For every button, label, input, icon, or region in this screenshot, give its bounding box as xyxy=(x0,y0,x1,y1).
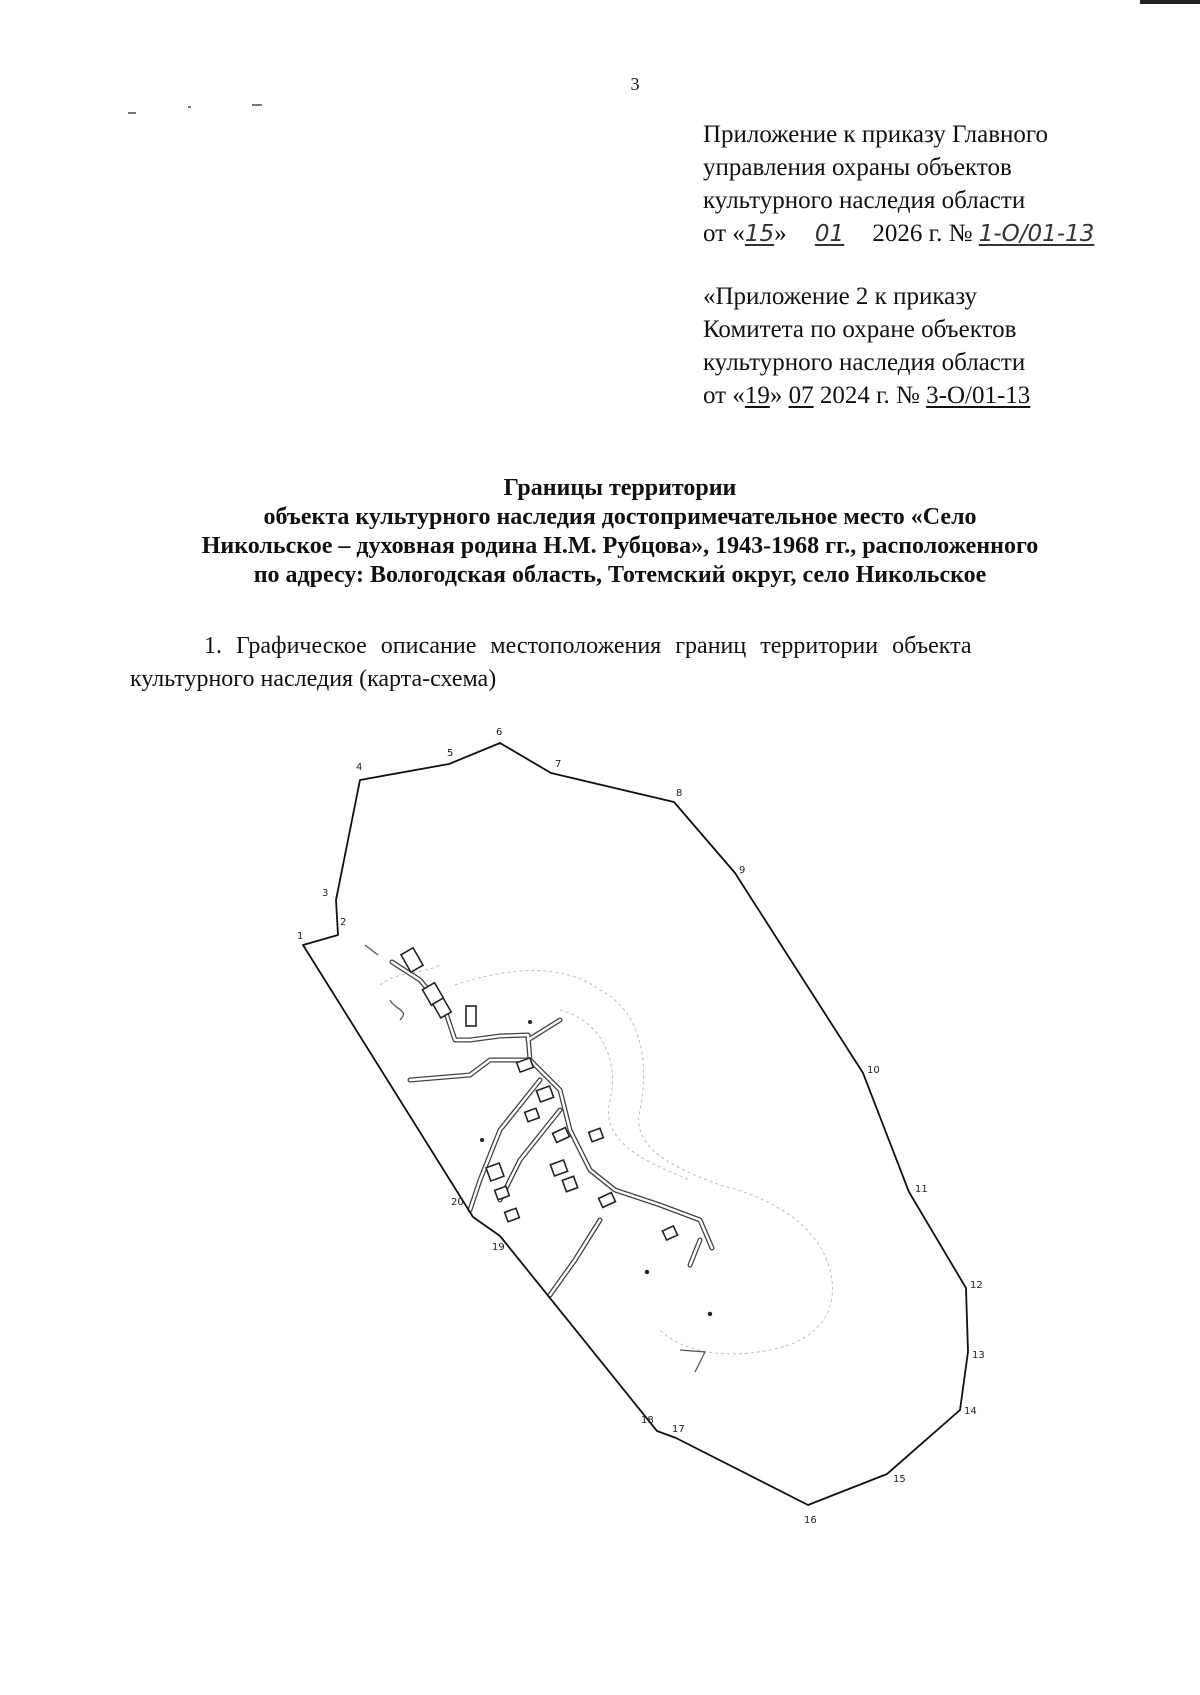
boundary-point-label-18: 18 xyxy=(641,1415,654,1426)
boundary-point-label-7: 7 xyxy=(555,759,562,770)
title-line: по адресу: Вологодская область, Тотемский округ, село Никольское xyxy=(253,562,987,588)
boundary-point-label-14: 14 xyxy=(964,1406,977,1417)
paragraph-line: 1. Графическое описание местоположения границ территории объекта xyxy=(204,633,972,659)
boundary-point-label-20: 20 xyxy=(451,1197,464,1208)
boundary-point-label-2: 2 xyxy=(340,917,347,928)
map-annotations xyxy=(365,945,705,1372)
appendix-line: Приложение к приказу Главного xyxy=(703,121,1049,148)
boundary-polygon xyxy=(303,743,968,1505)
boundary-point-label-16: 16 xyxy=(804,1515,817,1526)
boundary-point-label-17: 17 xyxy=(672,1424,685,1435)
date-mid: » xyxy=(769,382,783,409)
date-prefix: от « xyxy=(703,382,745,409)
boundary-point-label-3: 3 xyxy=(322,888,329,899)
order-number: 3-О/01-13 xyxy=(926,382,1031,409)
page-number: 3 xyxy=(630,74,640,94)
handwritten-order-number: 1-О/01-13 xyxy=(978,221,1095,247)
order-month: 07 xyxy=(788,382,814,409)
appendix-line: «Приложение 2 к приказу xyxy=(703,283,978,310)
boundary-point-label-10: 10 xyxy=(867,1065,880,1076)
title-line: Никольское – духовная родина Н.М. Рубцова», 1943-1968 гг., расположенного xyxy=(201,533,1039,559)
boundary-point-labels xyxy=(297,727,985,1526)
year-and-number-label: 2026 г. № xyxy=(872,220,973,247)
handwritten-month: 01 xyxy=(814,221,845,247)
boundary-point-label-12: 12 xyxy=(970,1280,983,1291)
appendix-line: управления охраны объектов xyxy=(703,154,1012,181)
title-line: объекта культурного наследия достопримечательное место «Село xyxy=(263,504,977,530)
appendix-line: Комитета по охране объектов xyxy=(703,316,1017,343)
order-day: 19 xyxy=(744,382,770,409)
boundary-point-label-13: 13 xyxy=(972,1350,985,1361)
boundary-point-label-8: 8 xyxy=(676,788,683,799)
date-mid: » xyxy=(774,220,787,247)
boundary-point-label-4: 4 xyxy=(356,762,363,773)
boundary-point-label-1: 1 xyxy=(297,931,304,942)
boundary-point-label-9: 9 xyxy=(739,865,746,876)
handwritten-day: 15 xyxy=(744,221,775,247)
appendix-line: культурного наследия области xyxy=(703,349,1026,376)
boundary-point-label-6: 6 xyxy=(496,727,503,738)
appendix-line: культурного наследия области xyxy=(703,187,1026,214)
title-line: Границы территории xyxy=(503,475,737,501)
boundary-point-label-15: 15 xyxy=(893,1474,906,1485)
year-and-number-label: 2024 г. № xyxy=(819,382,920,409)
boundary-point-label-5: 5 xyxy=(447,748,454,759)
date-prefix: от « xyxy=(703,220,745,247)
boundary-point-label-19: 19 xyxy=(492,1242,505,1253)
paragraph-line: культурного наследия (карта-схема) xyxy=(130,666,497,692)
boundary-point-label-11: 11 xyxy=(915,1184,928,1195)
